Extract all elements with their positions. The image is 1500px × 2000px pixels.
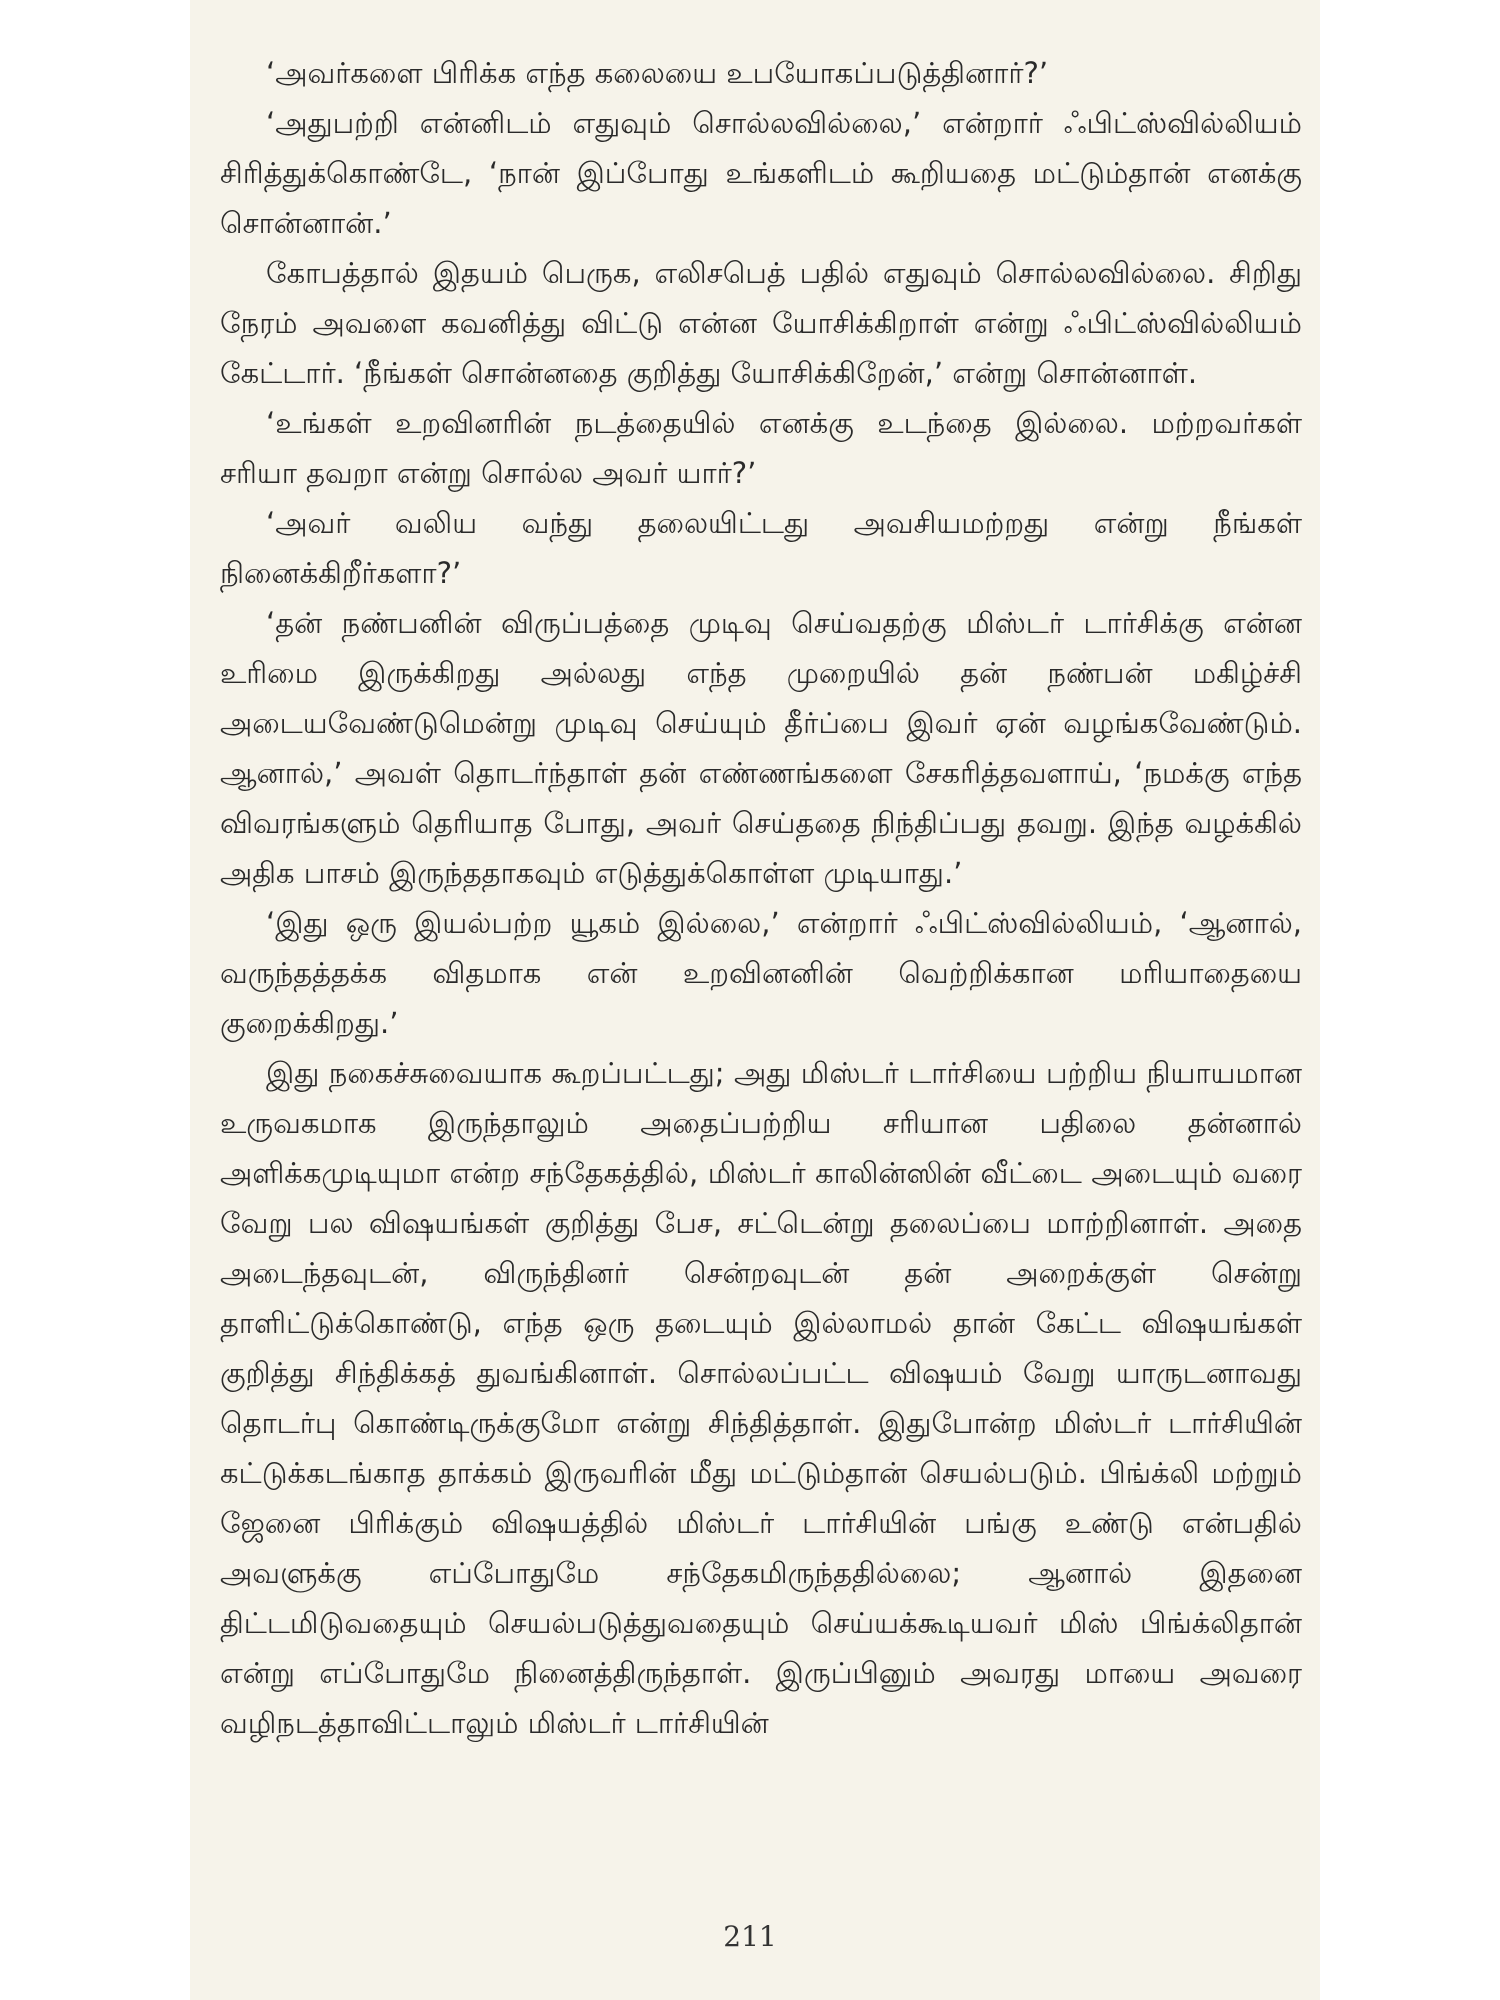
paragraph: இது நகைச்சுவையாக கூறப்பட்டது; அது மிஸ்டர் டார்சியை பற்றிய நியாயமான உருவகமாக இருந்தாலும் அதைப்பற்றிய சரியான பதிலை தன்னால் அளிக்கமுடியுமா என்ற சந்தேகத்தில், மிஸ்டர் காலின்ஸின் வீட்டை அடையும் வரை வேறு பல விஷயங்கள் குறித்து பேச, சட்டென்று தலைப்பை மாற்றினாள். அதை அடைந்தவுடன், விருந்தினர் சென்றவுடன் தன் அறைக்குள் சென்று தாளிட்டுக்கொண்டு, எந்த ஒரு தடையும் இல்லாமல் தான் கேட்ட விஷயங்கள் குறித்து சிந்திக்கத் துவங்கினாள். சொல்லப்பட்ட விஷயம் வேறு யாருடனாவது தொடர்பு கொண்டிருக்குமோ என்று சிந்தித்தாள். இதுபோன்ற மிஸ்டர் டார்சியின் கட்டுக்கடங்காத தாக்கம் இருவரின் மீது மட்டும்தான் செயல்படும். பிங்க்லி மற்றும் ஜேனை பிரிக்கும் விஷயத்தில் மிஸ்டர் டார்சியின் பங்கு உண்டு என்பதில் அவளுக்கு எப்போதுமே சந்தேகமிருந்ததில்லை; ஆனால் இதனை திட்டமிடுவதையும் செயல்படுத்துவதையும் செய்யக்கூடியவர் மிஸ் பிங்க்லிதான் என்று எப்போதுமே நினைத்திருந்தாள். இருப்பினும் அவரது மாயை அவரை வழிநடத்தாவிட்டாலும் மிஸ்டர் டார்சியின் <box>220 1056 1302 1740</box>
paragraph: ‘உங்கள் உறவினரின் நடத்தையில் எனக்கு உடந்தை இல்லை. மற்றவர்கள் சரியா தவறா என்று சொல்ல அவர் யார்?’ <box>220 406 1302 490</box>
body-text <box>220 48 1302 1748</box>
paragraph: ‘தன் நண்பனின் விருப்பத்தை முடிவு செய்வதற்கு மிஸ்டர் டார்சிக்கு என்ன உரிமை இருக்கிறது அல்லது எந்த முறையில் தன் நண்பன் மகிழ்ச்சி அடையவேண்டுமென்று முடிவு செய்யும் தீர்ப்பை இவர் ஏன் வழங்கவேண்டும். ஆனால்,’ அவள் தொடர்ந்தாள் தன் எண்ணங்களை சேகரித்தவளாய், ‘நமக்கு எந்த விவரங்களும் தெரியாத போது, அவர் செய்ததை நிந்திப்பது தவறு. இந்த வழக்கில் அதிக பாசம் இருந்ததாகவும் எடுத்துக்கொள்ள முடியாது.’ <box>220 606 1302 890</box>
paragraph: ‘அவர்களை பிரிக்க எந்த கலையை உபயோகப்படுத்தினார்?’ <box>266 56 1049 90</box>
paragraph: ‘அவர் வலிய வந்து தலையிட்டது அவசியமற்றது என்று நீங்கள் நினைக்கிறீர்களா?’ <box>220 506 1302 590</box>
paragraph: கோபத்தால் இதயம் பெருக, எலிசபெத் பதில் எதுவும் சொல்லவில்லை. சிறிது நேரம் அவளை கவனித்து விட்டு என்ன யோசிக்கிறாள் என்று ஃபிட்ஸ்வில்லியம் கேட்டார். ‘நீங்கள் சொன்னதை குறித்து யோசிக்கிறேன்,’ என்று சொன்னாள். <box>220 256 1302 390</box>
paragraph: ‘இது ஒரு இயல்பற்ற யூகம் இல்லை,’ என்றார் ஃபிட்ஸ்வில்லியம், ‘ஆனால், வருந்தத்தக்க விதமாக என் உறவினனின் வெற்றிக்கான மரியாதையை குறைக்கிறது.’ <box>220 906 1302 1040</box>
paragraph: ‘அதுபற்றி என்னிடம் எதுவும் சொல்லவில்லை,’ என்றார் ஃபிட்ஸ்வில்லியம் சிரித்துக்கொண்டே, ‘நான் இப்போது உங்களிடம் கூறியதை மட்டும்தான் எனக்கு சொன்னான்.’ <box>220 106 1302 240</box>
page-number: 211 <box>723 1920 777 1953</box>
